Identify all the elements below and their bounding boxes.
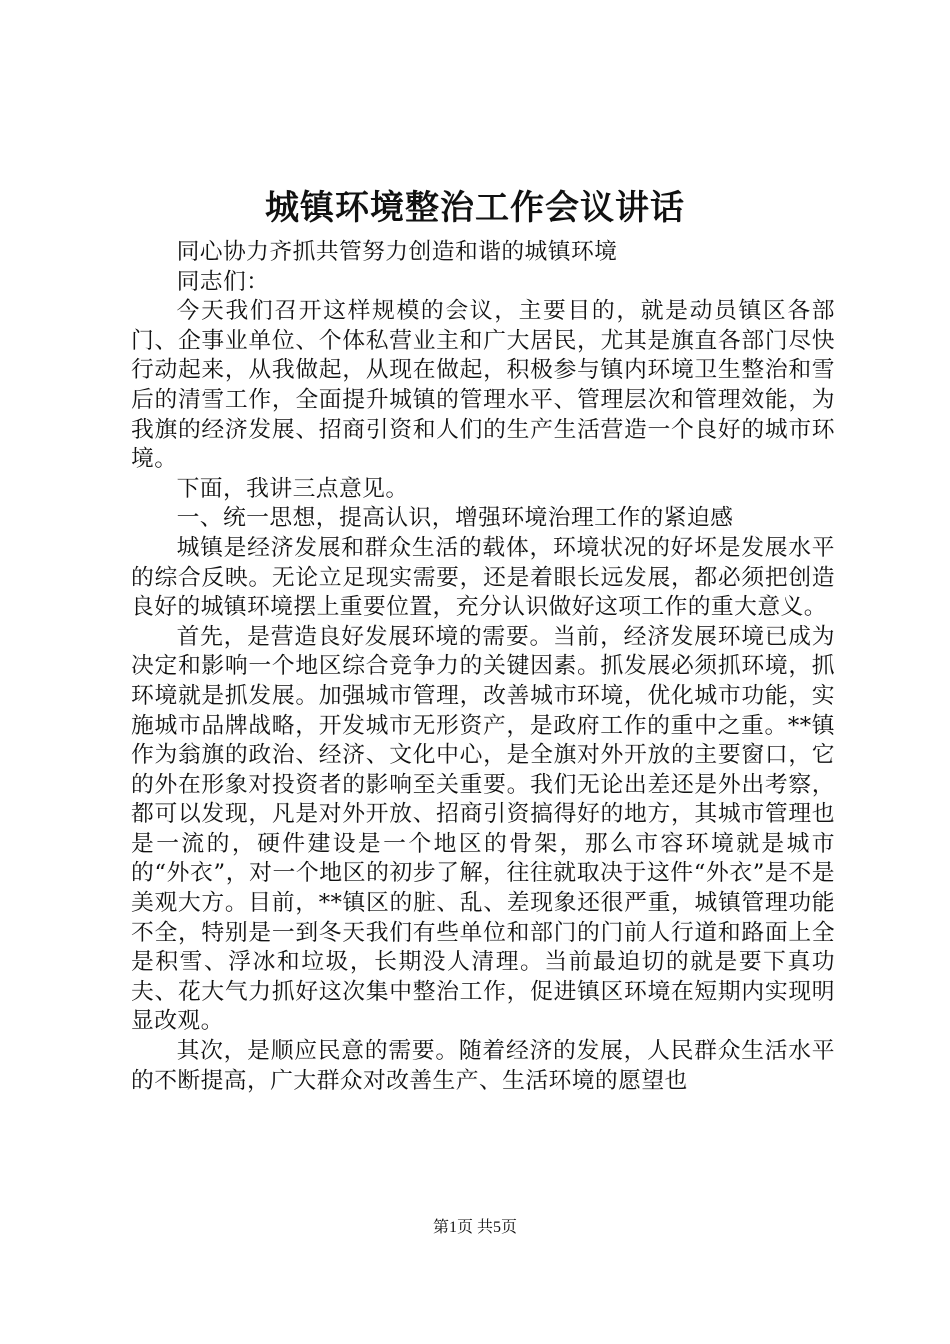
- body-paragraph: 下面，我讲三点意见。: [176, 475, 409, 502]
- salutation-paragraph: 同志们：: [176, 268, 270, 295]
- subtitle-paragraph: 同心协力齐抓共管努力创造和谐的城镇环境: [176, 239, 618, 265]
- section-heading: 一、统一思想，提高认识，增强环境治理工作的紧迫感: [176, 505, 734, 532]
- document-body: [131, 238, 835, 1096]
- body-paragraph: 其次，是顺应民意的需要。随着经济的发展，人民群众生活水平的不断提高，广大群众对改善生产、生活环境的愿望也: [131, 1038, 835, 1094]
- page-number-footer: 第1页 共5页: [432, 1219, 517, 1236]
- document-title: 城镇环境整治工作会议讲话: [265, 188, 685, 228]
- body-paragraph: 城镇是经济发展和群众生活的载体，环境状况的好坏是发展水平的综合反映。无论立足现实需要，还是着眼长远发展，都必须把创造良好的城镇环境摆上重要位置，充分认识做好这项工作的重大意义。: [131, 534, 835, 621]
- body-paragraph: 首先，是营造良好发展环境的需要。当前，经济发展环境已成为决定和影响一个地区综合竞争力的关键因素。抓发展必须抓环境，抓环境就是抓发展。加强城市管理，改善城市环境，优化城市功能，实施城市品牌战略，开发城市无形资产，是政府工作的重中之重。**镇作为翁旗的政治、经济、文化中心，是全旗对外开放的主要窗口，它的外在形象对投资者的影响至关重要。我们无论出差还是外出考察，都可以发现，凡是对外开放、招商引资搞得好的地方，其城市管理也是一流的，硬件建设是一个地区的骨架，那么市容环境就是城市的“外衣”，对一个地区的初步了解，往往就取决于这件“外衣”是不是美观大方。目前，**镇区的脏、乱、差现象还很严重，城镇管理功能不全，特别是一到冬天我们有些单位和部门的门前人行道和路面上全是积雪、浮冰和垃圾，长期没人清理。当前最迫切的就是要下真功夫、花大气力抓好这次集中整治工作，促进镇区环境在短期内实现明显改观。: [131, 623, 835, 1035]
- body-paragraph: 今天我们召开这样规模的会议，主要目的，就是动员镇区各部门、企事业单位、个体私营业主和广大居民，尤其是旗直各部门尽快行动起来，从我做起，从现在做起，积极参与镇内环境卫生整治和雪后的清雪工作，全面提升城镇的管理水平、管理层次和管理效能，为我旗的经济发展、招商引资和人们的生产生活营造一个良好的城市环境。: [131, 298, 835, 473]
